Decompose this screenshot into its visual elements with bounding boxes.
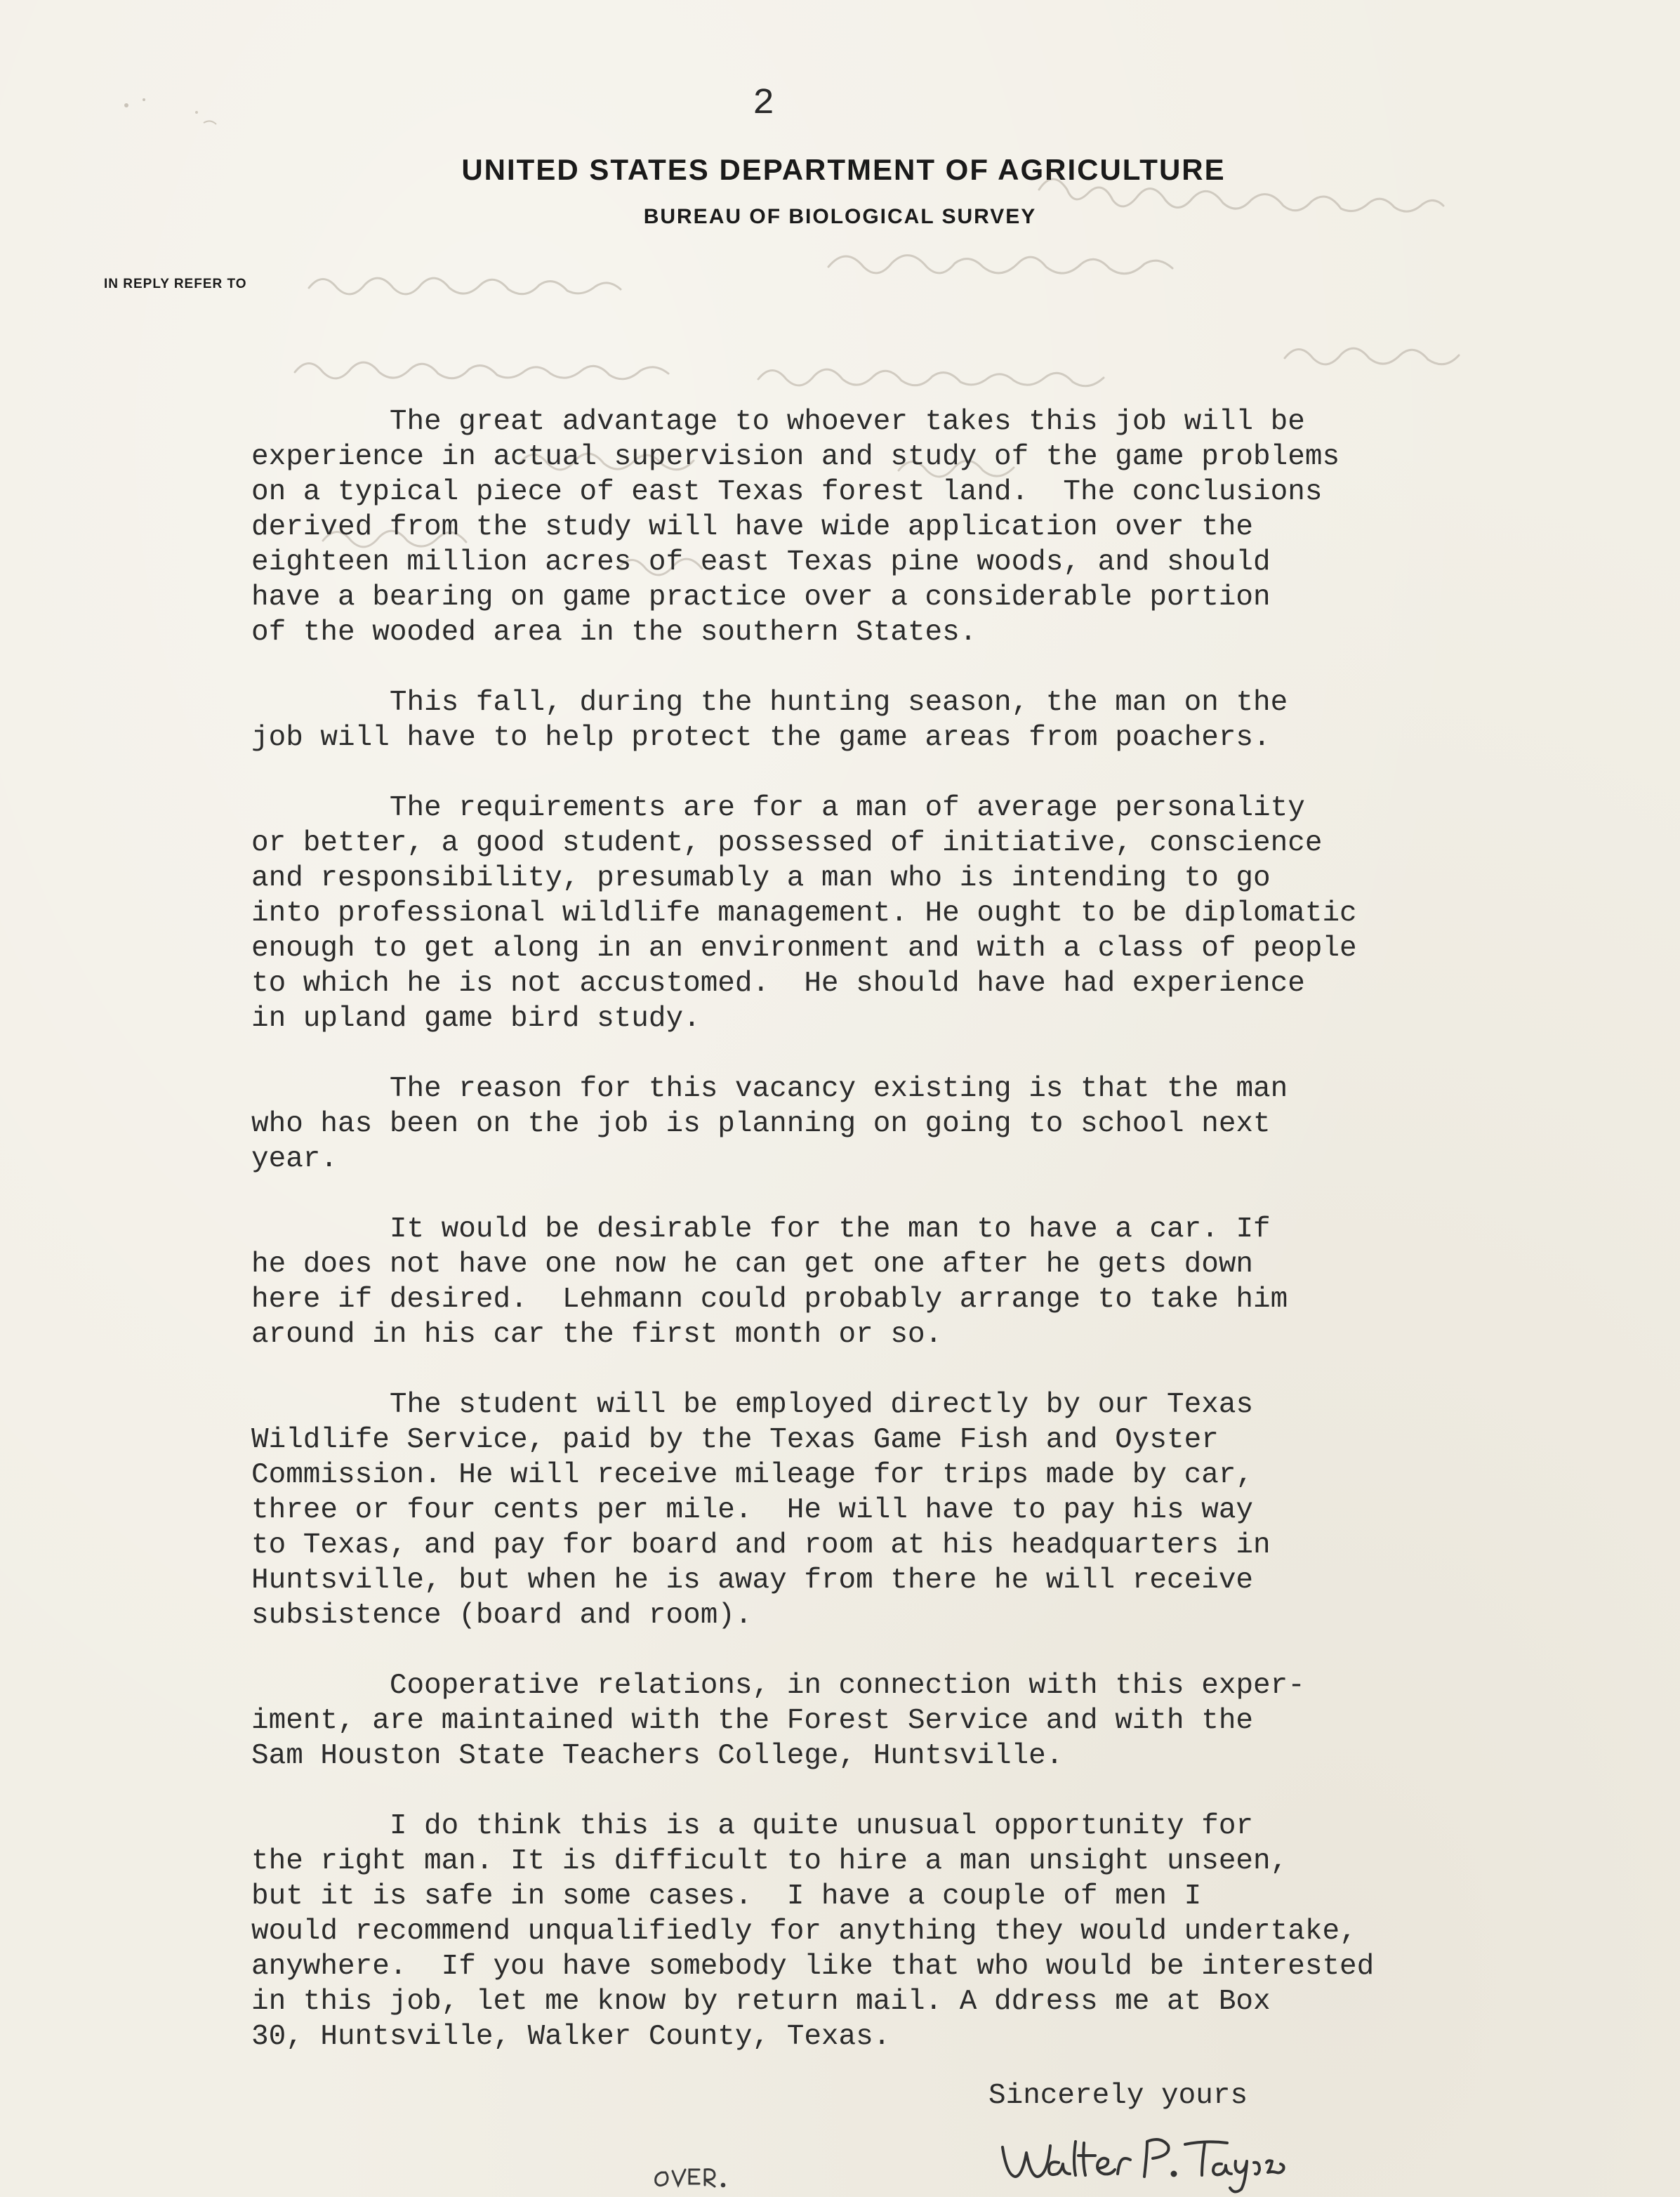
paragraph-requirements: The requirements are for a man of average personality or better, a good student, possessed of initiative, conscience and responsibility, presumably a man who is intending to go into professional wildlife management. He ought to be diplomatic enough to get along in an environment and with a class of people to which he is not accustomed. He should have had experience in upland game bird study. xyxy=(251,792,1357,1035)
paper-smudge xyxy=(112,84,239,133)
letterhead-bureau: BUREAU OF BIOLOGICAL SURVEY xyxy=(643,205,1037,228)
paragraph-employment: The student will be employed directly by our Texas Wildlife Service, paid by the Texas Game Fish and Oyster Commission. He will receive mileage for trips made by car, three or four cents per mile. He will have to pay his way to Texas, and pay for board and room at his headquarters in Huntsville, but when he is away from there he will receive subsistence (board and room). xyxy=(251,1389,1271,1632)
letterhead-department: UNITED STATES DEPARTMENT OF AGRICULTURE xyxy=(461,153,1226,186)
letter-body xyxy=(251,404,1627,2090)
page-number: 2 xyxy=(753,83,775,124)
paragraph-opportunity: I do think this is a quite unusual opportunity for the right man. It is difficult to hire a man unsight unseen, but it is safe in some cases. I have a couple of men I would recommend unqualifiedly for anything they would undertake, anywhere. If you have somebody like that who would be interested in this job, let me know by return mail. A ddress me at Box 30, Huntsville, Walker County, Texas. xyxy=(251,1810,1375,2053)
paragraph-advantage: The great advantage to whoever takes this job will be experience in actual supervision and study of the game problems on a typical piece of east Texas forest land. The conclusions derived from the study will have wide application over the eighteen million acres of east Texas pine woods, and should have a bearing on game practice over a considerable portion of the wooded area in the southern States. xyxy=(251,406,1340,649)
handwritten-over-note xyxy=(652,2160,757,2197)
paragraph-car: It would be desirable for the man to have a car. If he does not have one now he can get one after he gets down here if desired. Lehmann could probably arrange to take him around in his car the first month or so. xyxy=(251,1213,1288,1351)
reply-refer-label: IN REPLY REFER TO xyxy=(104,277,247,291)
paragraph-cooperative-relations: Cooperative relations, in connection with this exper- iment, are maintained with the Forest Service and with the Sam Houston State Teachers College, Huntsville. xyxy=(251,1670,1305,1772)
paragraph-hunting-season: This fall, during the hunting season, the man on the job will have to help protect the game areas from poachers. xyxy=(251,687,1288,754)
paragraph-vacancy-reason: The reason for this vacancy existing is that the man who has been on the job is planning on going to school next year. xyxy=(251,1073,1288,1175)
closing: Sincerely yours xyxy=(988,2080,1248,2112)
handwritten-signature xyxy=(997,2127,1306,2197)
